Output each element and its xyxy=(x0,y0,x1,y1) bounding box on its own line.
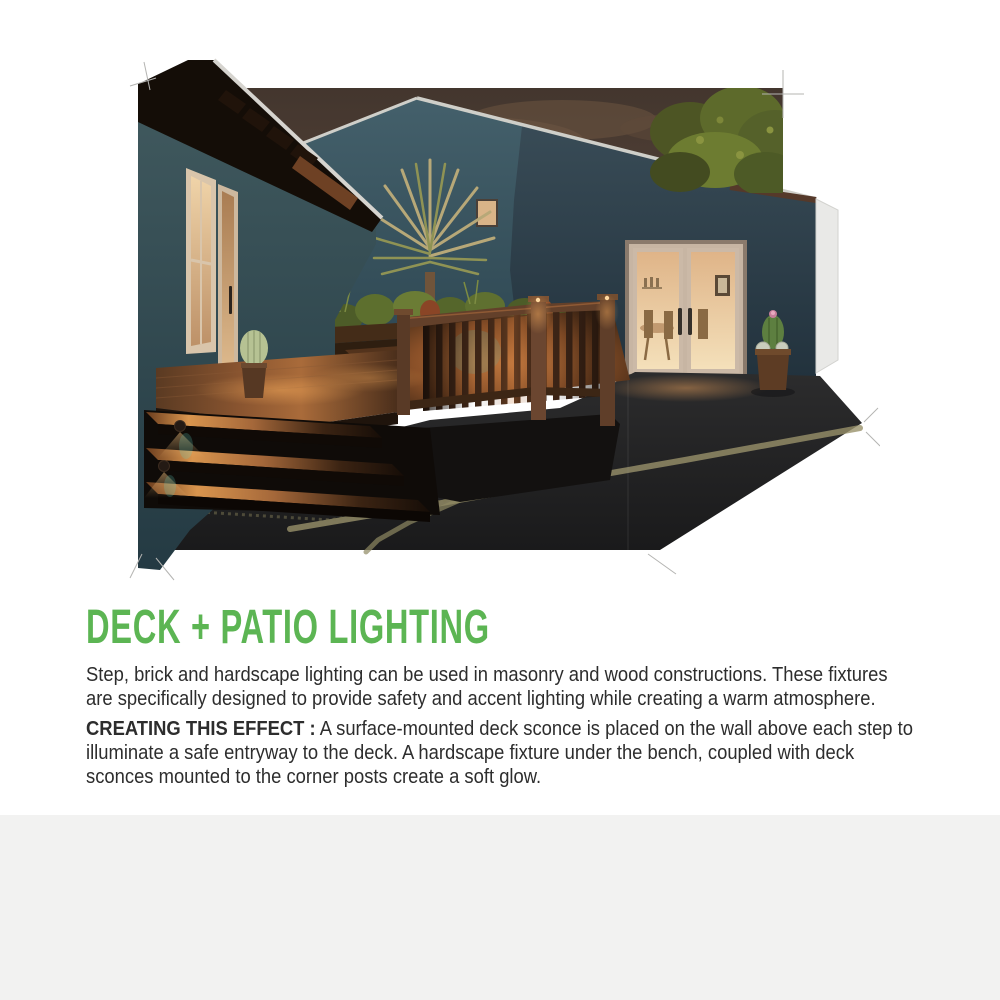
effect-line xyxy=(86,717,913,741)
effect-paragraph xyxy=(86,717,985,789)
footer-band xyxy=(0,815,1000,1000)
left-window xyxy=(186,168,216,354)
effect-lead-label: CREATING THIS EFFECT : xyxy=(86,718,316,740)
page-title: DECK + PATIO LIGHTING xyxy=(86,601,490,654)
effect-line: illuminate a safe entryway to the deck. A hardscape fixture under the bench, coupled with deck xyxy=(86,742,855,764)
french-doors xyxy=(625,240,747,380)
railing-post xyxy=(397,313,410,415)
intro-line: Step, brick and hardscape lighting can be used in masonry and wood constructions. These fixtures xyxy=(86,664,888,686)
intro-paragraph xyxy=(86,663,957,711)
section-cut-slab xyxy=(816,199,838,373)
effect-line-rest: A surface-mounted deck sconce is placed on the wall above each step to xyxy=(315,718,914,740)
deck-steps xyxy=(144,410,440,522)
deck-patio-illustration xyxy=(125,55,880,595)
intro-line: are specifically designed to provide safety and accent lighting while creating a warm atmosphere. xyxy=(86,688,876,710)
cactus-pot-left xyxy=(240,330,268,398)
effect-line: sconces mounted to the corner posts create a soft glow. xyxy=(86,766,542,788)
